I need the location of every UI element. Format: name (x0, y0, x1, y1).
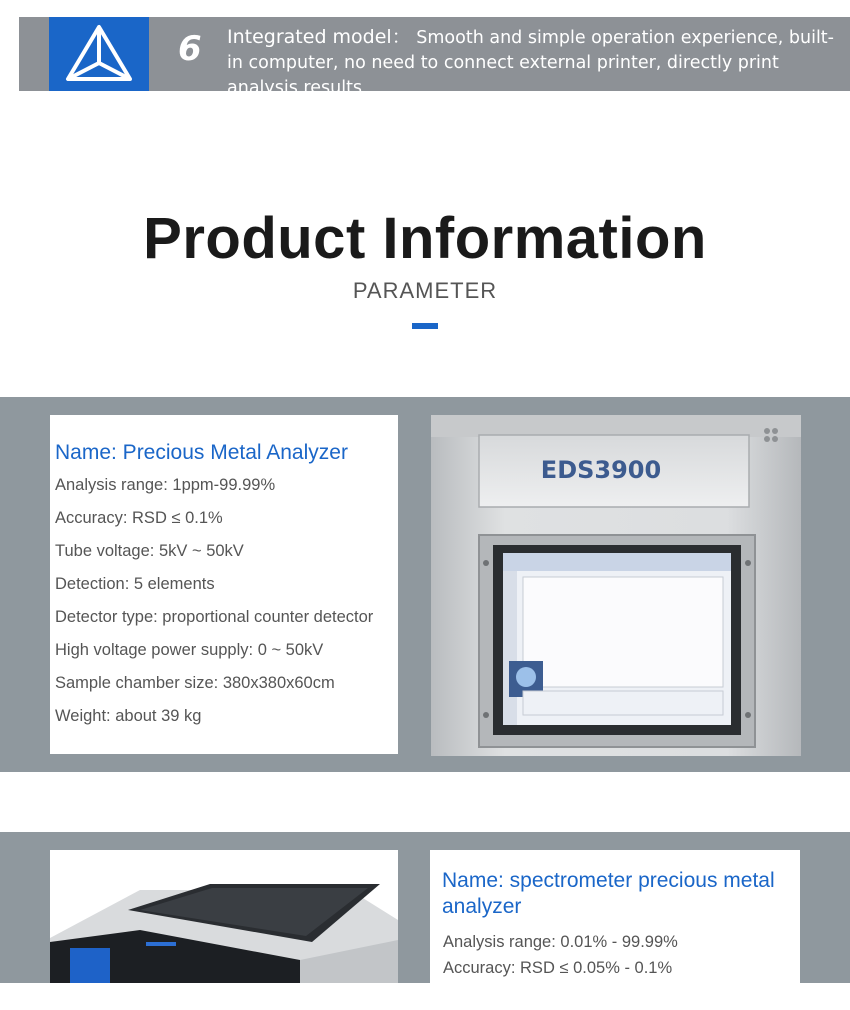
spec-item: Tube voltage: 5kV ~ 50kV (55, 542, 244, 560)
product-name: Name: spectrometer precious metal analyzer (442, 869, 775, 918)
spec-item: Detection: 5 elements (55, 575, 215, 593)
section-subtitle: PARAMETER (352, 278, 498, 303)
product-band-2 (0, 832, 850, 983)
spec-item: Accuracy: RSD ≤ 0.05% - 0.1% (443, 959, 673, 977)
product-photo-spectrometer (50, 850, 398, 983)
product-spec-card (430, 850, 800, 1010)
product-band-1 (0, 397, 850, 772)
section-title: Product Information (143, 206, 707, 271)
feature-description (227, 25, 847, 101)
model-label: EDS3900 (540, 456, 662, 484)
feature-banner (19, 17, 850, 98)
product-photo-analyzer (431, 415, 801, 756)
feature-number: 6 (178, 29, 202, 69)
feature-title: Integrated model： (227, 26, 411, 48)
spec-item: Weight: about 39 kg (55, 707, 202, 725)
spec-item: Analysis range: 0.01% - 99.99% (443, 933, 678, 951)
product-name: Name: Precious Metal Analyzer (55, 441, 348, 464)
spec-list (55, 475, 373, 739)
feature-icon-box (49, 17, 149, 91)
spec-list (443, 932, 678, 984)
spectrometer-illustration (50, 850, 398, 983)
spec-item: High voltage power supply: 0 ~ 50kV (55, 641, 324, 659)
section-accent-bar (412, 323, 438, 329)
spec-item: Analysis range: 1ppm-99.99% (55, 476, 276, 494)
spec-item: Sample chamber size: 380x380x60cm (55, 674, 335, 692)
spec-item: Accuracy: RSD ≤ 0.1% (55, 509, 223, 527)
product-spec-card (50, 415, 398, 754)
pyramid-icon (64, 23, 134, 85)
analyzer-illustration (431, 415, 801, 756)
spec-item: Detector type: proportional counter detector (55, 608, 374, 626)
feature-text: Smooth and simple operation experience, built-in computer, no need to connect external printer, directly print analysis results (227, 28, 834, 98)
